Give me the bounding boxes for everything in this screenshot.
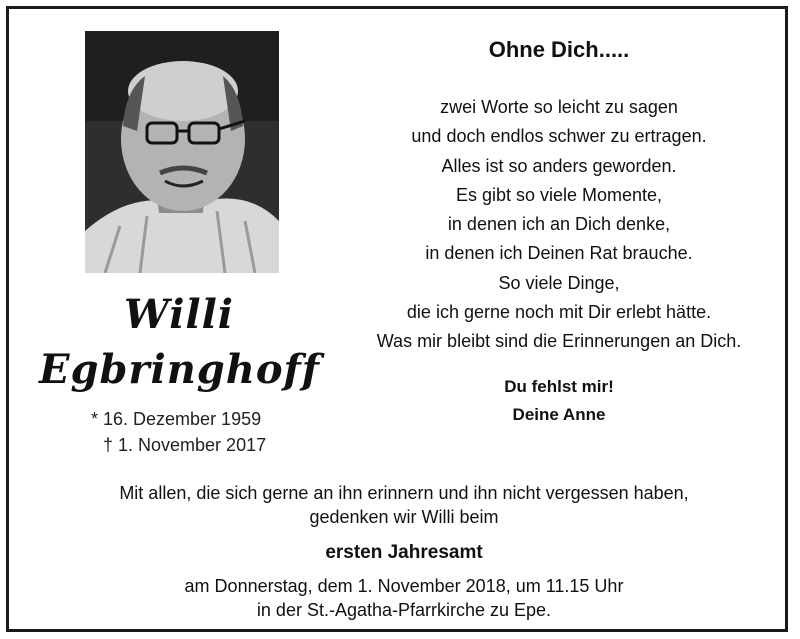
last-name: Egbringhoff	[39, 346, 320, 393]
event-datetime: am Donnerstag, dem 1. November 2018, um 11.15 Uhr	[184, 576, 624, 596]
event-location: in der St.-Agatha-Pfarrkirche zu Epe.	[256, 600, 552, 620]
poem-line: in denen ich Deinen Rat brauche.	[425, 243, 693, 264]
poem-line: in denen ich an Dich denke,	[447, 214, 671, 235]
poem-line: Alles ist so anders geworden.	[441, 155, 677, 176]
birth-date: * 16. Dezember 1959	[91, 409, 262, 429]
poem-line: und doch endlos schwer zu ertragen.	[411, 126, 707, 147]
poem-line: Was mir bleibt sind die Erinnerungen an Dich.	[376, 331, 742, 352]
obituary-frame	[6, 6, 788, 632]
first-name: Willi	[124, 291, 234, 338]
signoff-line: Du fehlst mir!	[504, 377, 614, 396]
announcement-line: Mit allen, die sich gerne an ihn erinnern und ihn nicht vergessen haben,	[119, 483, 689, 503]
announcement-line: gedenken wir Willi beim	[309, 507, 499, 527]
poem-lines	[349, 93, 769, 357]
poem-line: So viele Dinge,	[498, 272, 620, 293]
portrait-photo	[85, 31, 279, 273]
poem-line: die ich gerne noch mit Dir erlebt hätte.	[406, 302, 712, 323]
death-date: † 1. November 2017	[103, 435, 267, 455]
event-title: ersten Jahresamt	[325, 542, 483, 563]
poem-line: zwei Worte so leicht zu sagen	[440, 97, 678, 117]
poem-title: Ohne Dich.....	[488, 37, 630, 62]
signoff-signature: Deine Anne	[512, 405, 606, 424]
poem-line: Es gibt so viele Momente,	[455, 184, 663, 205]
